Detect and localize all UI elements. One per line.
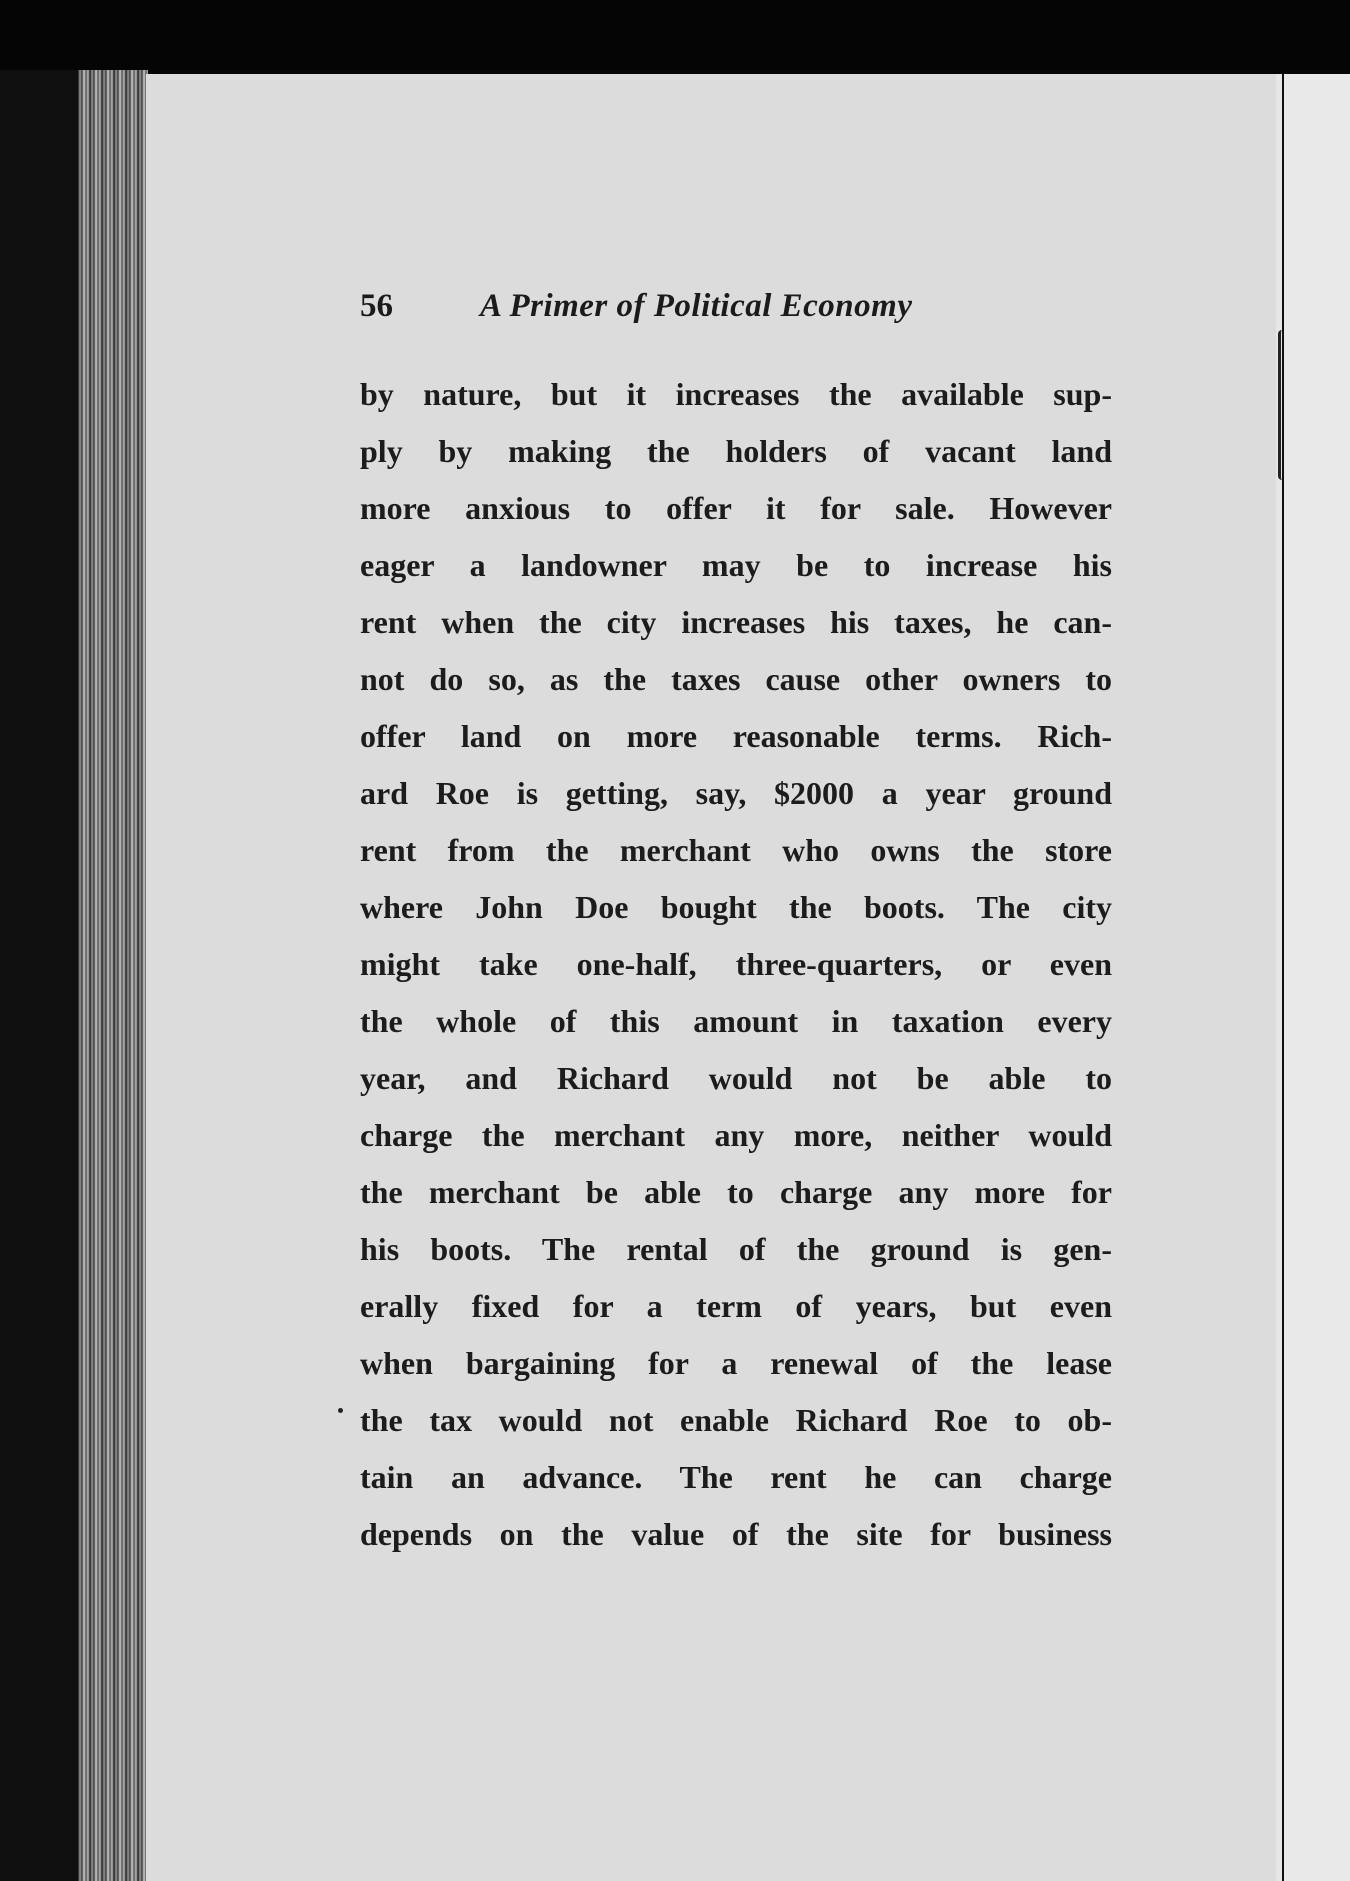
margin-mark	[338, 1408, 343, 1413]
text-line: ard Roe is getting, say, $2000 a year ground	[360, 775, 1112, 811]
text-line: where John Doe bought the boots. The city	[360, 889, 1112, 925]
text-line: eager a landowner may be to increase his	[360, 547, 1112, 583]
text-line: the tax would not enable Richard Roe to ob-	[360, 1402, 1112, 1438]
text-line: not do so, as the taxes cause other owners to	[360, 661, 1112, 697]
text-line: the whole of this amount in taxation every	[360, 1003, 1112, 1039]
running-title: A Primer of Political Economy	[480, 288, 913, 324]
text-line: ply by making the holders of vacant land	[360, 433, 1112, 469]
text-line: tain an advance. The rent he can charge	[360, 1459, 1112, 1495]
facing-page-strip	[1284, 74, 1350, 1881]
scanner-border-top	[0, 0, 1350, 78]
text-line: more anxious to offer it for sale. However	[360, 490, 1112, 526]
text-line: when bargaining for a renewal of the lease	[360, 1345, 1112, 1381]
text-line: erally fixed for a term of years, but even	[360, 1288, 1112, 1324]
text-line: his boots. The rental of the ground is gen-	[360, 1231, 1112, 1267]
scanner-border-left	[0, 70, 80, 1881]
text-line: the merchant be able to charge any more for	[360, 1174, 1112, 1210]
text-line: offer land on more reasonable terms. Rich-	[360, 718, 1112, 754]
text-line: depends on the value of the site for business	[360, 1516, 1112, 1552]
text-line: by nature, but it increases the available sup-	[360, 376, 1112, 412]
text-line: rent from the merchant who owns the store	[360, 832, 1112, 868]
text-line: might take one-half, three-quarters, or even	[360, 946, 1112, 982]
page-number: 56	[360, 288, 393, 324]
text-line: year, and Richard would not be able to	[360, 1060, 1112, 1096]
running-header	[360, 288, 1020, 338]
facing-page-bracket	[1278, 330, 1284, 480]
text-line: charge the merchant any more, neither would	[360, 1117, 1112, 1153]
book-binding-edge	[78, 70, 148, 1881]
body-text	[360, 366, 1112, 1563]
text-line: rent when the city increases his taxes, he can-	[360, 604, 1112, 640]
